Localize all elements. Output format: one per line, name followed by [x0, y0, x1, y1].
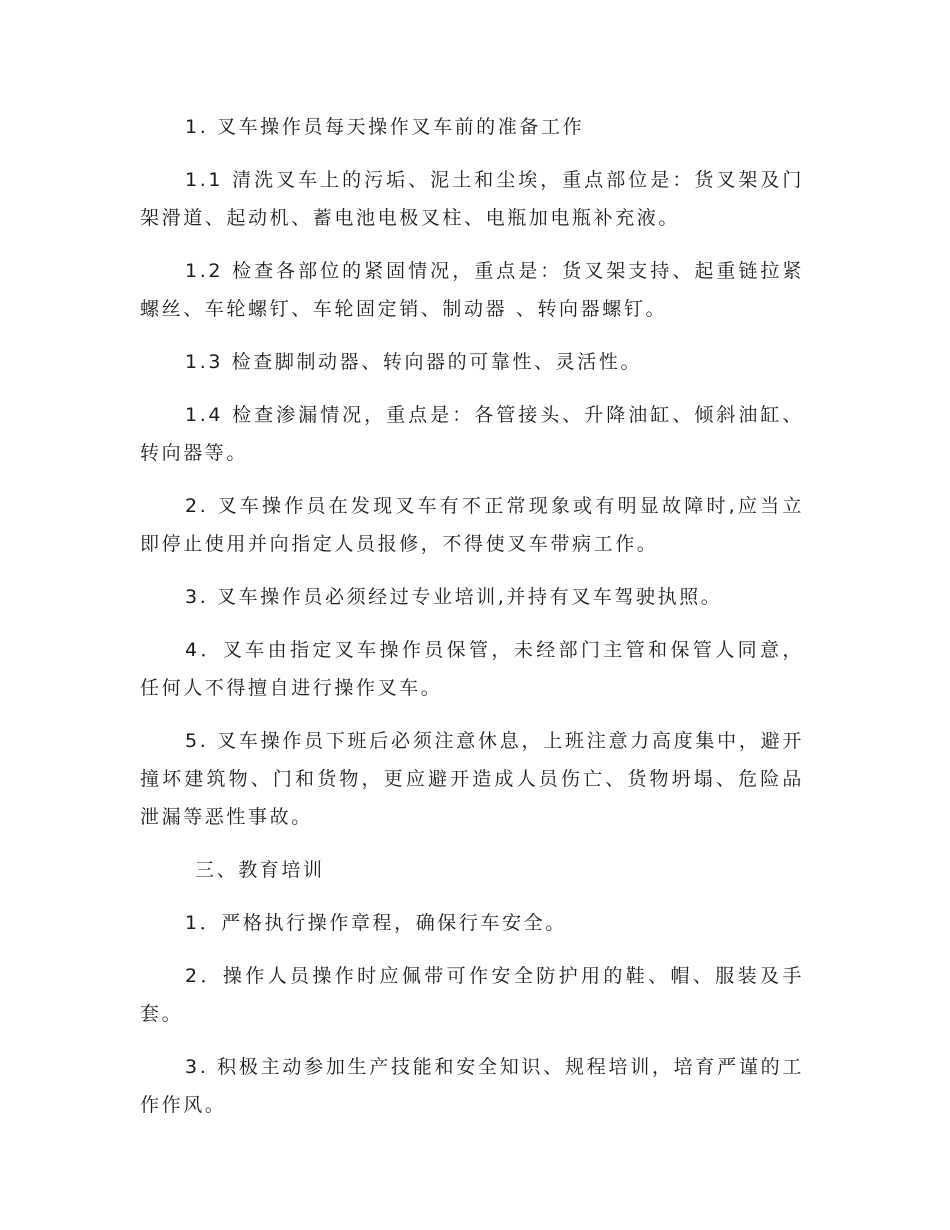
document-body: [140, 108, 804, 1139]
training-item-2: 2．操作人员操作时应佩带可作安全防护用的鞋、帽、服装及手套。: [140, 965, 804, 1025]
paragraph-1: 1. 叉车操作员每天操作叉车前的准备工作: [185, 116, 585, 138]
paragraph-2: 2. 叉车操作员在发现叉车有不正常现象或有明显故障时,应当立即停止使用并向指定人员报修，不得使叉车带病工作。: [140, 495, 804, 555]
paragraph-4: 4．叉车由指定叉车操作员保管，未经部门主管和保管人同意，任何人不得擅自进行操作叉车。: [140, 639, 804, 699]
paragraph-1-3: 1.3 检查脚制动器、转向器的可靠性、灵活性。: [185, 351, 643, 373]
training-item-1: 1．严格执行操作章程，确保行车安全。: [185, 912, 567, 934]
paragraph-1-2: 1.2 检查各部位的紧固情况，重点是：货叉架支持、起重链拉紧螺丝、车轮螺钉、车轮固定销、制动器 、转向器螺钉。: [140, 260, 804, 320]
paragraph-1-1: 1.1 清洗叉车上的污垢、泥土和尘埃，重点部位是：货叉架及门架滑道、起动机、蓄电池电极叉柱、电瓶加电瓶补充液。: [140, 169, 804, 229]
paragraph-3: 3. 叉车操作员必须经过专业培训,并持有叉车驾驶执照。: [185, 586, 723, 608]
paragraph-1-4: 1.4 检查渗漏情况，重点是：各管接头、升降油缸、倾斜油缸、转向器等。: [140, 404, 804, 464]
paragraph-5: 5. 叉车操作员下班后必须注意休息，上班注意力高度集中，避开撞坏建筑物、门和货物，更应避开造成人员伤亡、货物坍塌、危险品泄漏等恶性事故。: [140, 730, 804, 828]
training-item-3: 3. 积极主动参加生产技能和安全知识、规程培训，培育严谨的工作作风。: [140, 1056, 804, 1116]
section-heading-education-training: 三、教育培训: [195, 859, 325, 881]
